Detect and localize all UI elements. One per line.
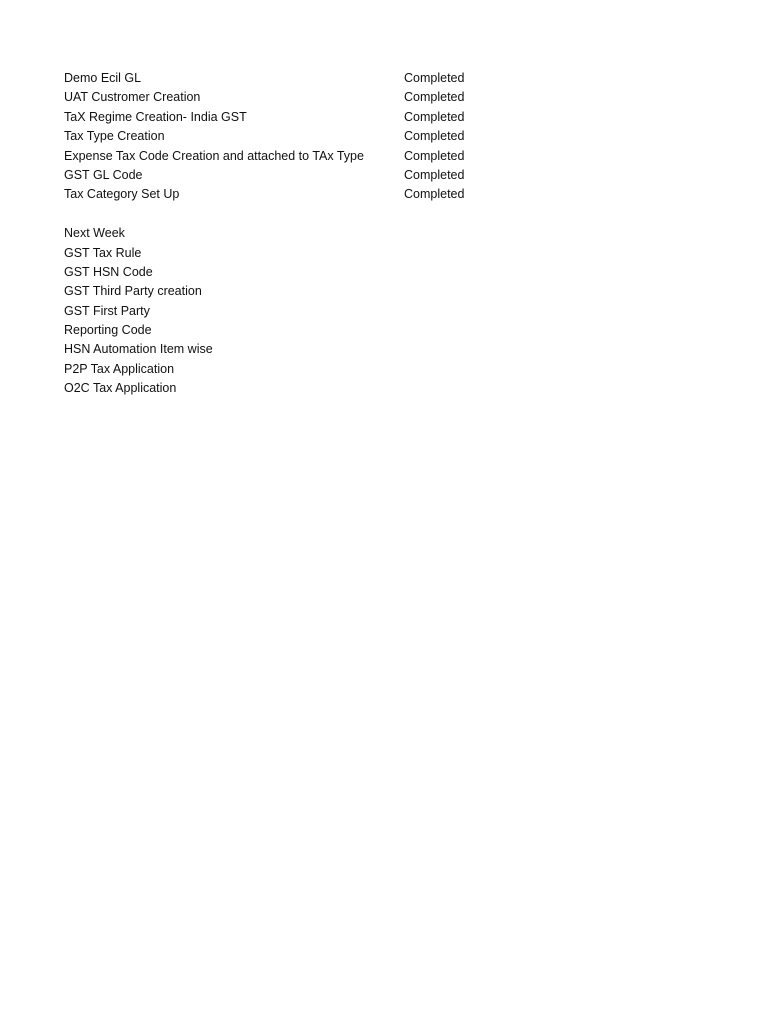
section-spacer [64,205,704,224]
list-item: O2C Tax Application [64,381,177,396]
task-status: Completed [404,90,465,105]
task-name: Expense Tax Code Creation and attached to TAx Type [64,148,364,163]
completed-task-list [64,69,704,205]
task-name: Tax Type Creation [64,129,165,144]
document-page [64,69,704,399]
list-item: GST HSN Code [64,264,153,279]
task-row [64,185,704,204]
task-name: GST GL Code [64,167,143,182]
task-row [64,147,704,166]
task-row [64,166,704,185]
list-item: GST First Party [64,303,150,318]
next-week-list [64,224,704,399]
task-name: Tax Category Set Up [64,187,180,202]
list-item: P2P Tax Application [64,361,175,376]
list-item: Reporting Code [64,323,152,338]
task-name: Demo Ecil GL [64,71,142,85]
task-row [64,108,704,127]
task-status: Completed [404,148,465,163]
list-item: GST Third Party creation [64,284,202,299]
task-row [64,127,704,146]
list-item: GST Tax Rule [64,245,142,260]
task-row [64,69,704,88]
task-row [64,88,704,107]
task-status: Completed [404,109,465,124]
next-week-heading: Next Week [64,226,125,241]
task-status: Completed [404,129,465,144]
list-item: HSN Automation Item wise [64,342,213,357]
task-name: TaX Regime Creation- India GST [64,109,247,124]
task-status: Completed [404,167,465,182]
task-status: Completed [404,71,465,85]
task-name: UAT Custromer Creation [64,90,201,105]
task-status: Completed [404,187,465,202]
